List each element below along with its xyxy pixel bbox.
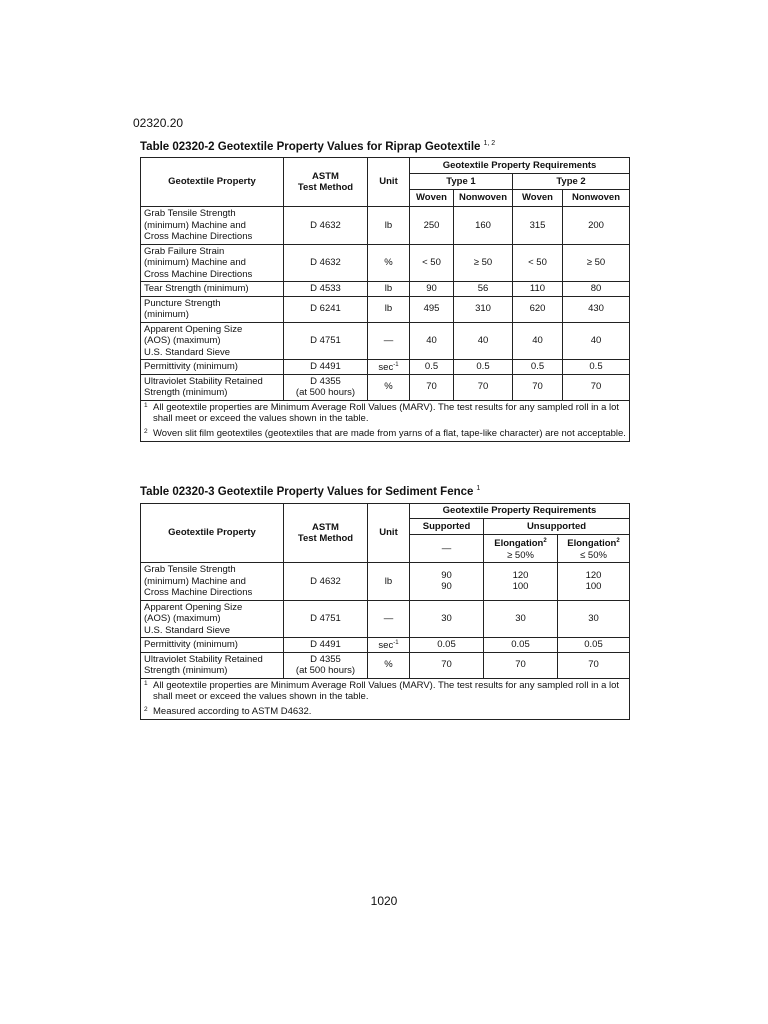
elongation-footnote-ref: 2 bbox=[543, 538, 547, 544]
test-method: D 4491 bbox=[310, 361, 341, 372]
value-cell: 40 bbox=[513, 322, 563, 360]
test-method: D 4491 bbox=[310, 639, 341, 650]
value-cell: 40 bbox=[563, 322, 630, 360]
test-method-cell bbox=[284, 563, 368, 601]
property-cell bbox=[141, 600, 284, 638]
value-cell: < 50 bbox=[410, 244, 454, 282]
unit-cell bbox=[368, 282, 410, 297]
value-cell bbox=[484, 652, 558, 678]
unit-exponent: -1 bbox=[393, 640, 399, 646]
value-cell: 70 bbox=[454, 374, 513, 400]
value-line: 70 bbox=[441, 659, 452, 671]
unit-cell bbox=[368, 207, 410, 245]
page-number: 1020 bbox=[370, 894, 398, 908]
table-row bbox=[141, 296, 630, 322]
value-cell: 56 bbox=[454, 282, 513, 297]
footnote-text: Woven slit film geotextiles (geotextiles that are made from yarns of a flat, tape-like character) are not acceptable. bbox=[153, 427, 626, 439]
value-cell: 90 bbox=[410, 282, 454, 297]
unit: — bbox=[383, 613, 394, 624]
value-cell bbox=[410, 563, 484, 601]
property-line: Puncture Strength bbox=[144, 297, 221, 309]
footnote-mark: 1 bbox=[144, 401, 148, 409]
table-row bbox=[141, 360, 630, 375]
test-method: D 4533 bbox=[310, 283, 341, 294]
test-method-condition: (at 500 hours) bbox=[295, 387, 356, 398]
table-row bbox=[141, 600, 630, 638]
value-cell: 0.5 bbox=[410, 360, 454, 375]
test-method-condition: (at 500 hours) bbox=[295, 665, 356, 676]
table1-title bbox=[140, 140, 495, 153]
test-method-cell bbox=[284, 638, 368, 653]
header-property-requirements: Geotextile Property Requirements bbox=[410, 158, 630, 174]
footnote-mark: 1 bbox=[144, 679, 148, 687]
header-astm-test-method bbox=[284, 158, 368, 207]
value-cell: ≥ 50 bbox=[563, 244, 630, 282]
property-cell bbox=[141, 360, 284, 375]
property-line: Strength (minimum) bbox=[144, 387, 228, 398]
property-line: Permittivity (minimum) bbox=[144, 639, 238, 650]
value-cell: 80 bbox=[563, 282, 630, 297]
unit-cell bbox=[368, 244, 410, 282]
sediment-fence-table bbox=[140, 503, 630, 720]
elongation-value: ≤ 50% bbox=[580, 549, 607, 561]
value-cell bbox=[558, 638, 630, 653]
test-method: D 4632 bbox=[310, 257, 341, 268]
unit: % bbox=[384, 381, 393, 393]
value-line: 0.05 bbox=[511, 639, 530, 650]
table-row bbox=[141, 563, 630, 601]
value-cell bbox=[558, 652, 630, 678]
test-method: D 4751 bbox=[310, 613, 341, 624]
table1-title-text: Table 02320-2 Geotextile Property Values for Riprap Geotextile bbox=[140, 141, 481, 153]
table-row bbox=[141, 244, 630, 282]
header-type1: Type 1 bbox=[410, 174, 513, 190]
section-number: 02320.20 bbox=[133, 116, 184, 130]
header-astm-test-method bbox=[284, 504, 368, 563]
value-cell: 495 bbox=[410, 296, 454, 322]
value-line: 0.05 bbox=[584, 639, 603, 650]
value-cell bbox=[410, 638, 484, 653]
unit: sec bbox=[378, 362, 394, 373]
test-method-cell bbox=[284, 652, 368, 678]
value-cell: 110 bbox=[513, 282, 563, 297]
test-method: D 4355 bbox=[310, 653, 341, 665]
table-row bbox=[141, 652, 630, 678]
table-row bbox=[141, 322, 630, 360]
test-method-cell bbox=[284, 322, 368, 360]
riprap-table-body bbox=[141, 207, 630, 442]
header-unit: Unit bbox=[368, 504, 410, 563]
value-line: 100 bbox=[512, 581, 529, 593]
elongation-footnote-ref: 2 bbox=[616, 538, 620, 544]
unit: sec bbox=[378, 640, 394, 651]
table-row bbox=[141, 374, 630, 400]
property-line: Cross Machine Directions bbox=[144, 231, 253, 242]
property-line: Ultraviolet Stability Retained bbox=[144, 375, 263, 387]
header-astm-line1: ASTM bbox=[312, 521, 339, 533]
value-cell: 40 bbox=[410, 322, 454, 360]
value-line: 70 bbox=[588, 659, 599, 671]
unit: lb bbox=[384, 219, 393, 231]
value-cell bbox=[558, 563, 630, 601]
value-cell: 40 bbox=[454, 322, 513, 360]
value-line: 30 bbox=[515, 613, 526, 624]
table-row bbox=[141, 638, 630, 653]
unit-cell bbox=[368, 652, 410, 678]
header-unsupported: Unsupported bbox=[484, 519, 630, 535]
value-cell: 250 bbox=[410, 207, 454, 245]
header-type2-woven: Woven bbox=[513, 190, 563, 207]
header-elongation-ge-50 bbox=[484, 535, 558, 563]
property-line: U.S. Standard Sieve bbox=[144, 346, 231, 358]
footnote-cell bbox=[141, 427, 630, 442]
elongation-value: ≥ 50% bbox=[507, 549, 534, 561]
test-method-cell bbox=[284, 296, 368, 322]
property-line: (minimum) bbox=[144, 309, 189, 320]
unit: — bbox=[383, 335, 394, 346]
footnote-text: All geotextile properties are Minimum Average Roll Values (MARV). The test results for any sampled roll in a lot shall meet or exceed the values shown in the table. bbox=[153, 679, 620, 702]
property-line: Grab Tensile Strength bbox=[144, 564, 236, 575]
value-line: 90 bbox=[441, 569, 452, 581]
value-line: 30 bbox=[588, 613, 599, 624]
unit-cell bbox=[368, 322, 410, 360]
header-geotextile-property: Geotextile Property bbox=[141, 504, 284, 563]
value-line: 120 bbox=[512, 569, 529, 581]
footnote-row bbox=[141, 400, 630, 427]
value-cell: 160 bbox=[454, 207, 513, 245]
property-line: Apparent Opening Size bbox=[144, 601, 243, 613]
table2-title bbox=[140, 485, 480, 498]
header-property-requirements: Geotextile Property Requirements bbox=[410, 504, 630, 519]
value-line: 30 bbox=[441, 613, 452, 624]
unit: % bbox=[384, 257, 393, 268]
test-method: D 4355 bbox=[310, 375, 341, 387]
value-cell bbox=[410, 600, 484, 638]
unit-cell bbox=[368, 296, 410, 322]
test-method: D 6241 bbox=[310, 303, 341, 315]
header-elongation-le-50 bbox=[558, 535, 630, 563]
value-cell bbox=[484, 600, 558, 638]
property-line: (AOS) (maximum) bbox=[144, 613, 221, 624]
property-cell bbox=[141, 652, 284, 678]
test-method-cell bbox=[284, 600, 368, 638]
test-method: D 4751 bbox=[310, 335, 341, 346]
unit: % bbox=[384, 659, 393, 671]
value-cell bbox=[558, 600, 630, 638]
header-astm-line1: ASTM bbox=[312, 170, 339, 182]
property-line: Grab Failure Strain bbox=[144, 245, 225, 257]
value-line: 120 bbox=[585, 569, 602, 581]
property-cell bbox=[141, 282, 284, 297]
property-line: Ultraviolet Stability Retained bbox=[144, 653, 263, 665]
property-line: (minimum) Machine and bbox=[144, 575, 246, 587]
value-cell bbox=[484, 563, 558, 601]
sediment-table-body bbox=[141, 563, 630, 720]
property-cell bbox=[141, 207, 284, 245]
property-line: Apparent Opening Size bbox=[144, 323, 243, 335]
value-cell: 200 bbox=[563, 207, 630, 245]
value-cell bbox=[410, 652, 484, 678]
unit-exponent: -1 bbox=[393, 362, 399, 368]
header-type2: Type 2 bbox=[513, 174, 630, 190]
footnote-mark: 2 bbox=[144, 427, 148, 435]
footnote-mark: 2 bbox=[144, 705, 148, 713]
elongation-label: Elongation bbox=[494, 538, 544, 549]
value-cell: 70 bbox=[563, 374, 630, 400]
footnote-text: Measured according to ASTM D4632. bbox=[153, 705, 312, 717]
property-line: Cross Machine Directions bbox=[144, 268, 253, 280]
property-line: Tear Strength (minimum) bbox=[144, 283, 249, 294]
test-method-cell bbox=[284, 282, 368, 297]
footnote-text: All geotextile properties are Minimum Average Roll Values (MARV). The test results for any sampled roll in a lot shall meet or exceed the values shown in the table. bbox=[153, 401, 620, 424]
header-type1-woven: Woven bbox=[410, 190, 454, 207]
property-cell bbox=[141, 322, 284, 360]
value-line: 90 bbox=[441, 581, 452, 593]
footnote-cell bbox=[141, 705, 630, 720]
unit: lb bbox=[384, 303, 393, 315]
property-line: U.S. Standard Sieve bbox=[144, 624, 231, 636]
table1-title-footnote-ref: 1, 2 bbox=[483, 140, 496, 147]
test-method-cell bbox=[284, 244, 368, 282]
value-line: 100 bbox=[585, 581, 602, 593]
riprap-geotextile-table bbox=[140, 157, 630, 442]
footnote-cell bbox=[141, 678, 630, 705]
footnote-row bbox=[141, 678, 630, 705]
test-method-cell bbox=[284, 207, 368, 245]
footnote-cell bbox=[141, 400, 630, 427]
test-method-cell bbox=[284, 374, 368, 400]
value-cell: 310 bbox=[454, 296, 513, 322]
test-method: D 4632 bbox=[310, 575, 341, 587]
property-line: Strength (minimum) bbox=[144, 665, 228, 676]
header-supported-dash: — bbox=[410, 535, 484, 563]
header-supported: Supported bbox=[410, 519, 484, 535]
test-method: D 4632 bbox=[310, 219, 341, 231]
header-astm-line2: Test Method bbox=[297, 533, 354, 544]
property-cell bbox=[141, 563, 284, 601]
value-cell: < 50 bbox=[513, 244, 563, 282]
property-cell bbox=[141, 638, 284, 653]
table2-title-text: Table 02320-3 Geotextile Property Values for Sediment Fence bbox=[140, 486, 474, 498]
unit-cell bbox=[368, 374, 410, 400]
table-row bbox=[141, 282, 630, 297]
header-type2-nonwoven: Nonwoven bbox=[563, 190, 630, 207]
value-cell: 0.5 bbox=[454, 360, 513, 375]
value-cell: 0.5 bbox=[513, 360, 563, 375]
header-geotextile-property: Geotextile Property bbox=[141, 158, 284, 207]
value-line: 70 bbox=[515, 659, 526, 671]
property-line: Cross Machine Directions bbox=[144, 587, 253, 598]
test-method-cell bbox=[284, 360, 368, 375]
property-line: Grab Tensile Strength bbox=[144, 208, 236, 219]
unit-cell bbox=[368, 563, 410, 601]
header-astm-line2: Test Method bbox=[297, 182, 354, 193]
property-cell bbox=[141, 374, 284, 400]
header-type1-nonwoven: Nonwoven bbox=[454, 190, 513, 207]
value-line: 0.05 bbox=[437, 639, 456, 650]
unit: lb bbox=[384, 283, 393, 294]
property-line: Permittivity (minimum) bbox=[144, 361, 238, 372]
property-cell bbox=[141, 244, 284, 282]
unit-cell bbox=[368, 638, 410, 653]
value-cell: 430 bbox=[563, 296, 630, 322]
value-cell bbox=[484, 638, 558, 653]
unit-cell bbox=[368, 600, 410, 638]
value-cell: 70 bbox=[410, 374, 454, 400]
value-cell: ≥ 50 bbox=[454, 244, 513, 282]
unit: lb bbox=[384, 575, 393, 587]
header-unit: Unit bbox=[368, 158, 410, 207]
property-line: (AOS) (maximum) bbox=[144, 335, 221, 346]
value-cell: 315 bbox=[513, 207, 563, 245]
unit-cell bbox=[368, 360, 410, 375]
value-cell: 70 bbox=[513, 374, 563, 400]
value-cell: 0.5 bbox=[563, 360, 630, 375]
property-line: (minimum) Machine and bbox=[144, 257, 246, 268]
footnote-row bbox=[141, 427, 630, 442]
property-line: (minimum) Machine and bbox=[144, 219, 246, 231]
elongation-label: Elongation bbox=[567, 538, 617, 549]
footnote-row bbox=[141, 705, 630, 720]
value-cell: 620 bbox=[513, 296, 563, 322]
table2-title-footnote-ref: 1 bbox=[476, 485, 481, 492]
table-row bbox=[141, 207, 630, 245]
property-cell bbox=[141, 296, 284, 322]
